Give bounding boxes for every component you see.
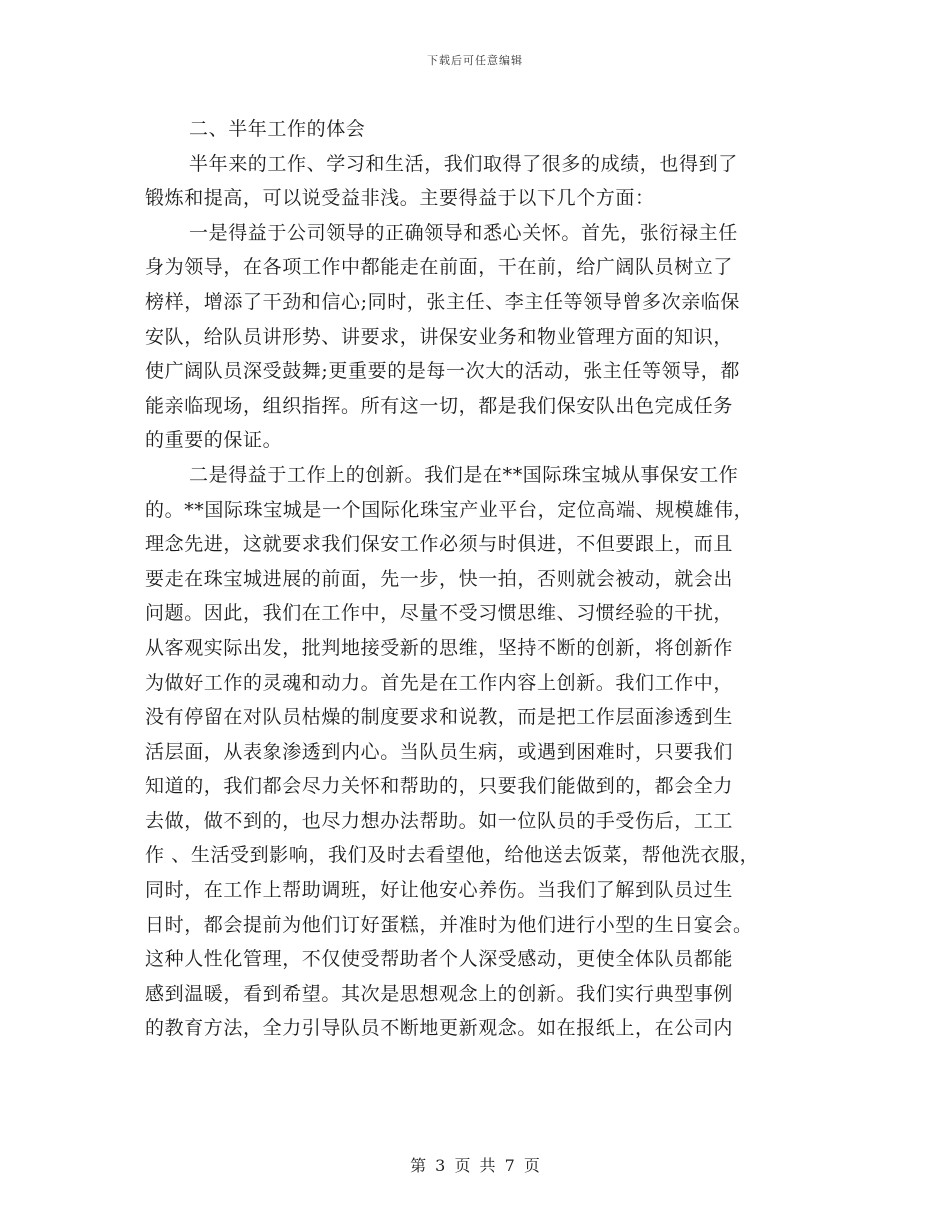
paragraph-line: 一是得益于公司领导的正确领导和悉心关怀。首先，张衍禄主任 <box>189 221 738 244</box>
paragraph-line: 为做好工作的灵魂和动力。首先是在工作内容上创新。我们工作中， <box>145 671 734 694</box>
paragraph-line: 理念先进，这就要求我们保安工作必须与时俱进，不但要跟上，而且 <box>145 533 734 556</box>
page-header: 下载后可任意编辑 <box>427 54 523 67</box>
paragraph-line: 同时，在工作上帮助调班，好让他安心养伤。当我们了解到队员过生 <box>145 879 734 902</box>
paragraph-line: 从客观实际出发，批判地接受新的思维，坚持不断的创新，将创新作 <box>145 636 734 659</box>
paragraph-line: 二是得益于工作上的创新。我们是在**国际珠宝城从事保安工作 <box>189 463 739 486</box>
paragraph-line: 问题。因此，我们在工作中，尽量不受习惯思维、习惯经验的干扰， <box>145 602 734 625</box>
paragraph-line: 的重要的保证。 <box>145 429 283 452</box>
paragraph-line: 的教育方法，全力引导队员不断地更新观念。如在报纸上，在公司内 <box>145 1017 734 1040</box>
paragraph-line: 感到温暖，看到希望。其次是思想观念上的创新。我们实行典型事例 <box>145 982 734 1005</box>
paragraph-line: 榜样，增添了干劲和信心;同时，张主任、李主任等领导曾多次亲临保 <box>145 290 741 313</box>
paragraph-line: 这种人性化管理，不仅使受帮助者个人深受感动，更使全体队员都能 <box>145 948 734 971</box>
paragraph-line: 身为领导，在各项工作中都能走在前面，干在前，给广阔队员树立了 <box>145 256 734 279</box>
paragraph-line: 知道的，我们都会尽力关怀和帮助的，只要我们能做到的，都会全力 <box>145 775 734 798</box>
paragraph-line: 安队，给队员讲形势、讲要求，讲保安业务和物业管理方面的知识， <box>145 325 734 348</box>
paragraph-line: 去做，做不到的，也尽力想办法帮助。如一位队员的手受伤后，工工 <box>145 809 734 832</box>
paragraph-line: 使广阔队员深受鼓舞;更重要的是每一次大的活动，张主任等领导，都 <box>145 360 741 383</box>
paragraph-line: 日时，都会提前为他们订好蛋糕，并准时为他们进行小型的生日宴会。 <box>145 913 753 936</box>
document-body <box>145 112 813 1046</box>
page-number-footer: 第 3 页 共 7 页 <box>410 1156 540 1175</box>
paragraph-line: 能亲临现场，组织指挥。所有这一切，都是我们保安队出色完成任务 <box>145 394 734 417</box>
paragraph-line: 要走在珠宝城进展的前面，先一步，快一拍，否则就会被动，就会出 <box>145 567 734 590</box>
section-heading: 二、半年工作的体会 <box>189 118 366 140</box>
paragraph-line: 半年来的工作、学习和生活，我们取得了很多的成绩，也得到了 <box>189 152 738 175</box>
paragraph-line: 锻炼和提高，可以说受益非浅。主要得益于以下几个方面： <box>145 187 655 210</box>
paragraph-line: 活层面，从表象渗透到内心。当队员生病，或遇到困难时，只要我们 <box>145 740 734 763</box>
paragraph-line: 没有停留在对队员枯燥的制度要求和说教，而是把工作层面渗透到生 <box>145 706 734 729</box>
paragraph-line: 的。**国际珠宝城是一个国际化珠宝产业平台，定位高端、规模雄伟， <box>145 498 754 521</box>
paragraph-line: 作 、生活受到影响，我们及时去看望他，给他送去饭菜，帮他洗衣服， <box>145 844 760 867</box>
